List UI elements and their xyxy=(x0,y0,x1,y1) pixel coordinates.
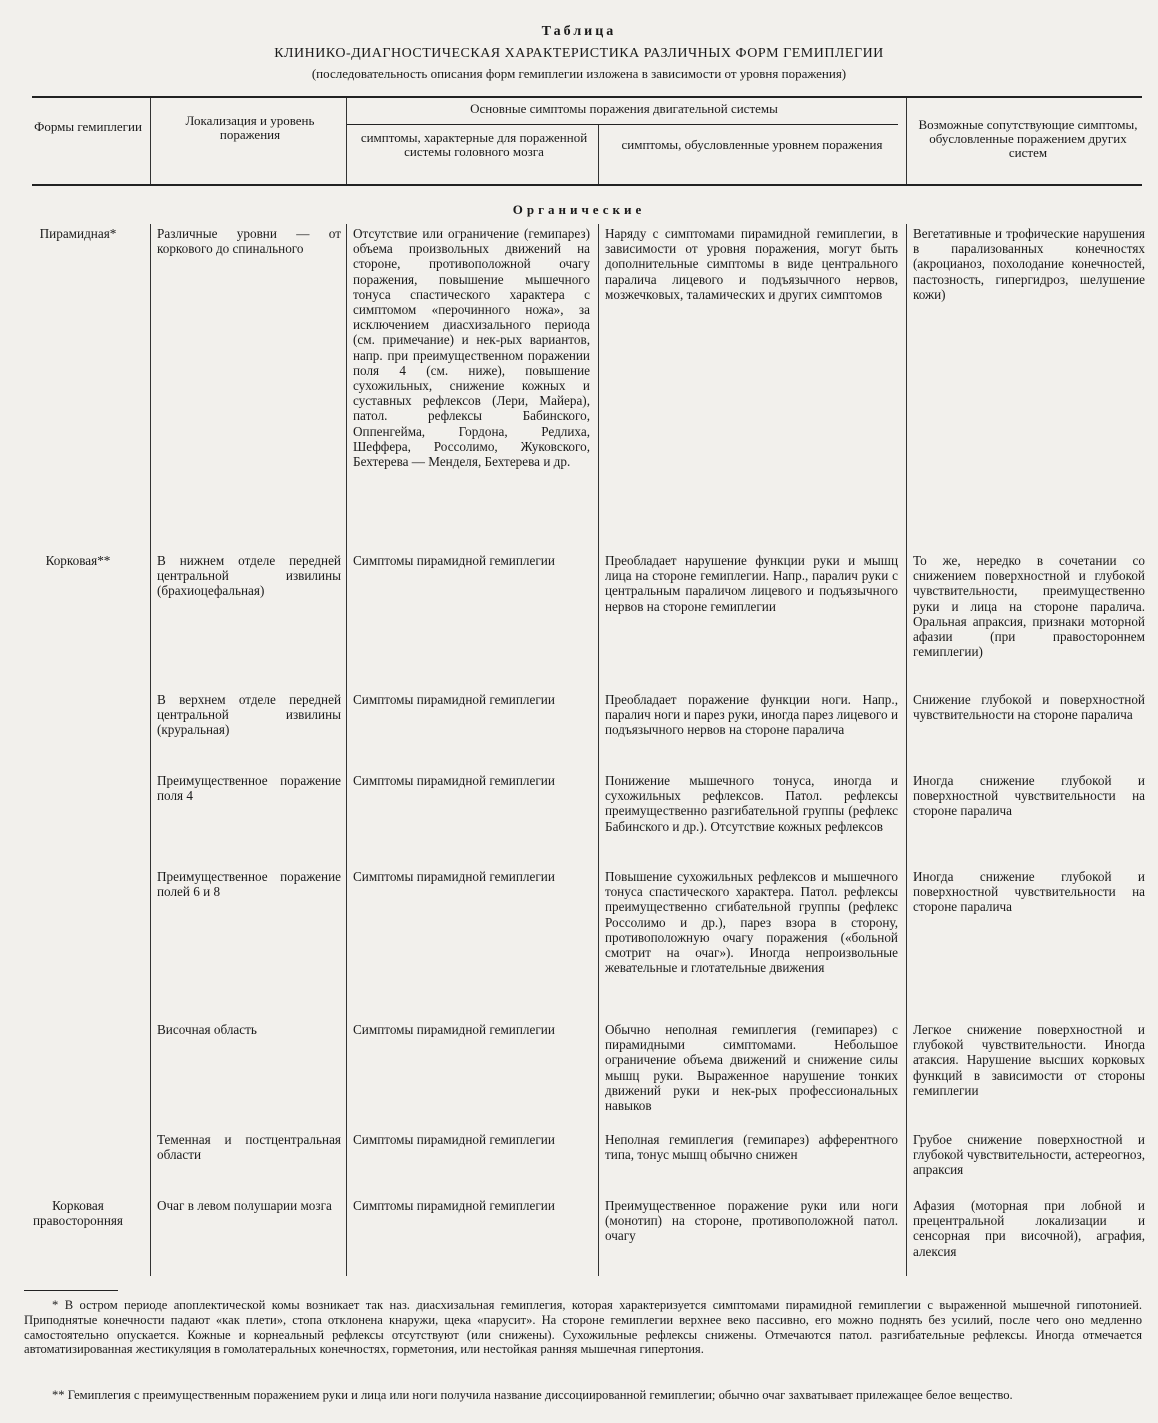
header-top-rule xyxy=(32,96,1142,98)
row-4-system-symptoms: Симптомы пирамидной гемиплегии xyxy=(353,869,555,884)
row-0-level-symptoms: Наряду с симптомами пирамидной гемиплегии, в зависимости от уровня поражения, могут быть дополнительные симптомы в виде центрального паралича лицевого и подъязычного нервов, мозжечковых, таламических и других симптомов xyxy=(605,226,898,302)
row-1-localization: В нижнем отделе передней центральной извилины (брахиоцефальная) xyxy=(157,553,341,599)
row-3-system-symptoms: Симптомы пирамидной гемиплегии xyxy=(353,773,555,788)
row-2-localization: В верхнем отделе передней центральной извилины (круральная) xyxy=(157,692,341,738)
col-header-forms: Формы гемиплегии xyxy=(34,119,142,134)
body-divider-2 xyxy=(346,224,347,1276)
header-divider-2 xyxy=(346,98,347,184)
row-1-form: Корковая** xyxy=(45,553,111,568)
header-divider-1 xyxy=(150,98,151,184)
row-5-level-symptoms: Обычно неполная гемиплегия (гемипарез) с пирамидными симптомами. Небольшое ограничение объема движений и снижение силы мышц руки. Выраженное нарушение тонких движений руки и нек-рых профессиональных навыков xyxy=(605,1022,898,1114)
row-6-system-symptoms: Симптомы пирамидной гемиплегии xyxy=(353,1132,555,1147)
row-3-associated: Иногда снижение глубокой и поверхностной чувствительности на стороне паралича xyxy=(913,773,1145,819)
footnote-rule xyxy=(24,1290,118,1291)
row-6-associated: Грубое снижение поверхностной и глубокой чувствительности, астереогноз, апраксия xyxy=(913,1132,1145,1178)
footnote-2: ** Гемиплегия с преимущественным поражением руки и лица или ноги получила название диссоциированной гемиплегии; обычно очаг захватывает прилежащее белое вещество. xyxy=(52,1388,1013,1402)
header-group-rule xyxy=(346,124,898,125)
header-bottom-rule xyxy=(32,184,1142,186)
row-7-localization: Очаг в левом полушарии мозга xyxy=(157,1198,332,1213)
row-4-level-symptoms: Повышение сухожильных рефлексов и мышечного тонуса спастического характера. Патол. рефлексы преимущественно сгибательной группы (рефлекс Россолимо и др.), парез взора в сторону, противоположную очагу поражения («больной смотрит на очаг»). Иногда непроизвольные жевательные и глотательные движения xyxy=(605,869,898,976)
header-divider-3 xyxy=(598,125,599,184)
row-7-associated: Афазия (моторная при лобной и прецентральной локализации и сенсорная при височной), аграфия, алексия xyxy=(913,1198,1145,1259)
footnote-1: * В остром периоде апоплектической комы возникает так наз. диасхизальная гемиплегия, которая характеризуется симптомами пирамидной гемиплегии с выраженной мышечной гипотонией. Приподнятые конечности падают «как плети», стопа отклонена кнаружи, щека «парусит». На стороне гемиплегии верхнее веко пассивно, его можно поднять без усилий, после чего оно медленно самостоятельно опускается. Кожные и корнеальный рефлексы отсутствуют (или снижены). Сухожильные рефлексы снижены. Отмечаются патол. разгибательные рефлексы. Иногда отмечается автоматизированная жестикуляция в гомолатеральных конечностях, горметония, или нестойкая ранняя мышечная гипертония. xyxy=(24,1298,1142,1357)
row-3-localization: Преимущественное поражение поля 4 xyxy=(157,773,341,804)
row-1-level-symptoms: Преобладает нарушение функции руки и мышц лица на стороне гемиплегии. Напр., паралич руки с центральным параличом лицевого и подъязычного нервов на стороне гемиплегии xyxy=(605,553,898,614)
row-2-level-symptoms: Преобладает поражение функции ноги. Напр., паралич ноги и парез руки, иногда парез лицевого и подъязычного нервов на стороне паралича xyxy=(605,692,898,738)
row-5-associated: Легкое снижение поверхностной и глубокой чувствительности. Иногда атаксия. Нарушение высших корковых функций в зависимости от стороны гемиплегии xyxy=(913,1022,1145,1098)
row-3-level-symptoms: Понижение мышечного тонуса, иногда и сухожильных рефлексов. Патол. рефлексы преимущественно разгибательной группы (рефлекс Бабинского и др.). Отсутствие кожных рефлексов xyxy=(605,773,898,834)
row-0-form: Пирамидная* xyxy=(39,226,117,241)
col-header-motor-level: симптомы, обусловленные уровнем поражения xyxy=(621,137,883,152)
row-4-associated: Иногда снижение глубокой и поверхностной чувствительности на стороне паралича xyxy=(913,869,1145,915)
body-divider-3 xyxy=(598,224,599,1276)
row-0-localization: Различные уровни — от коркового до спинального xyxy=(157,226,341,257)
col-header-localization: Локализация и уровень поражения xyxy=(185,113,315,142)
row-2-associated: Снижение глубокой и поверхностной чувствительности на стороне паралича xyxy=(913,692,1145,723)
body-divider-4 xyxy=(906,224,907,1276)
row-4-localization: Преимущественное поражение полей 6 и 8 xyxy=(157,869,341,900)
row-5-localization: Височная область xyxy=(157,1022,257,1037)
row-6-level-symptoms: Неполная гемиплегия (гемипарез) афферентного типа, тонус мышц обычно снижен xyxy=(605,1132,898,1163)
table-label: Таблица xyxy=(541,24,617,39)
col-header-motor-system: симптомы, характерные для пораженной системы головного мозга xyxy=(360,130,588,159)
row-7-level-symptoms: Преимущественное поражение руки или ноги (монотип) на стороне, противоположной патол. очагу xyxy=(605,1198,898,1244)
header-divider-4 xyxy=(906,98,907,184)
section-title: Органические xyxy=(512,202,646,217)
row-1-system-symptoms: Симптомы пирамидной гемиплегии xyxy=(353,553,555,568)
row-1-associated: То же, нередко в сочетании со снижением поверхностной и глубокой чувствительности, преимущественно руки и лица на стороне паралича. Оральная апраксия, признаки моторной афазии (при правостороннем гемиплегии) xyxy=(913,553,1145,660)
col-header-motor-group: Основные симптомы поражения двигательной системы xyxy=(470,101,778,116)
row-2-system-symptoms: Симптомы пирамидной гемиплегии xyxy=(353,692,555,707)
row-0-associated: Вегетативные и трофические нарушения в парализованных конечностях (акроцианоз, похолодание конечностей, пастозность, гипергидроз, шелушение кожи) xyxy=(913,226,1145,302)
row-5-system-symptoms: Симптомы пирамидной гемиплегии xyxy=(353,1022,555,1037)
table-title: КЛИНИКО-ДИАГНОСТИЧЕСКАЯ ХАРАКТЕРИСТИКА РАЗЛИЧНЫХ ФОРМ ГЕМИПЛЕГИИ xyxy=(274,46,884,61)
row-7-system-symptoms: Симптомы пирамидной гемиплегии xyxy=(353,1198,555,1213)
row-0-system-symptoms: Отсутствие или ограничение (гемипарез) объема произвольных движений на стороне, противоположной очагу поражения, повышение мышечного тонуса спастического характера с симптомом «перочинного ножа», за исключением диасхизального периода (см. примечание) и нек-рых вариантов, напр. при преимущественном поражении поля 4 (см. ниже), повышение сухожильных, снижение кожных и суставных рефлексов (Лери, Майера), патол. рефлексы Бабинского, Оппенгейма, Гордона, Редлиха, Шеффера, Россолимо, Жуковского, Бехтерева — Менделя, Бехтерева и др. xyxy=(353,226,590,470)
row-7-form: Корковая правосторонняя xyxy=(32,1198,124,1229)
col-header-associated: Возможные сопутствующие симптомы, обусловленные поражением других систем xyxy=(918,117,1138,160)
table-subtitle: (последовательность описания форм гемиплегии изложена в зависимости от уровня поражения) xyxy=(311,66,847,81)
body-divider-1 xyxy=(150,224,151,1276)
row-6-localization: Теменная и постцентральная области xyxy=(157,1132,341,1163)
